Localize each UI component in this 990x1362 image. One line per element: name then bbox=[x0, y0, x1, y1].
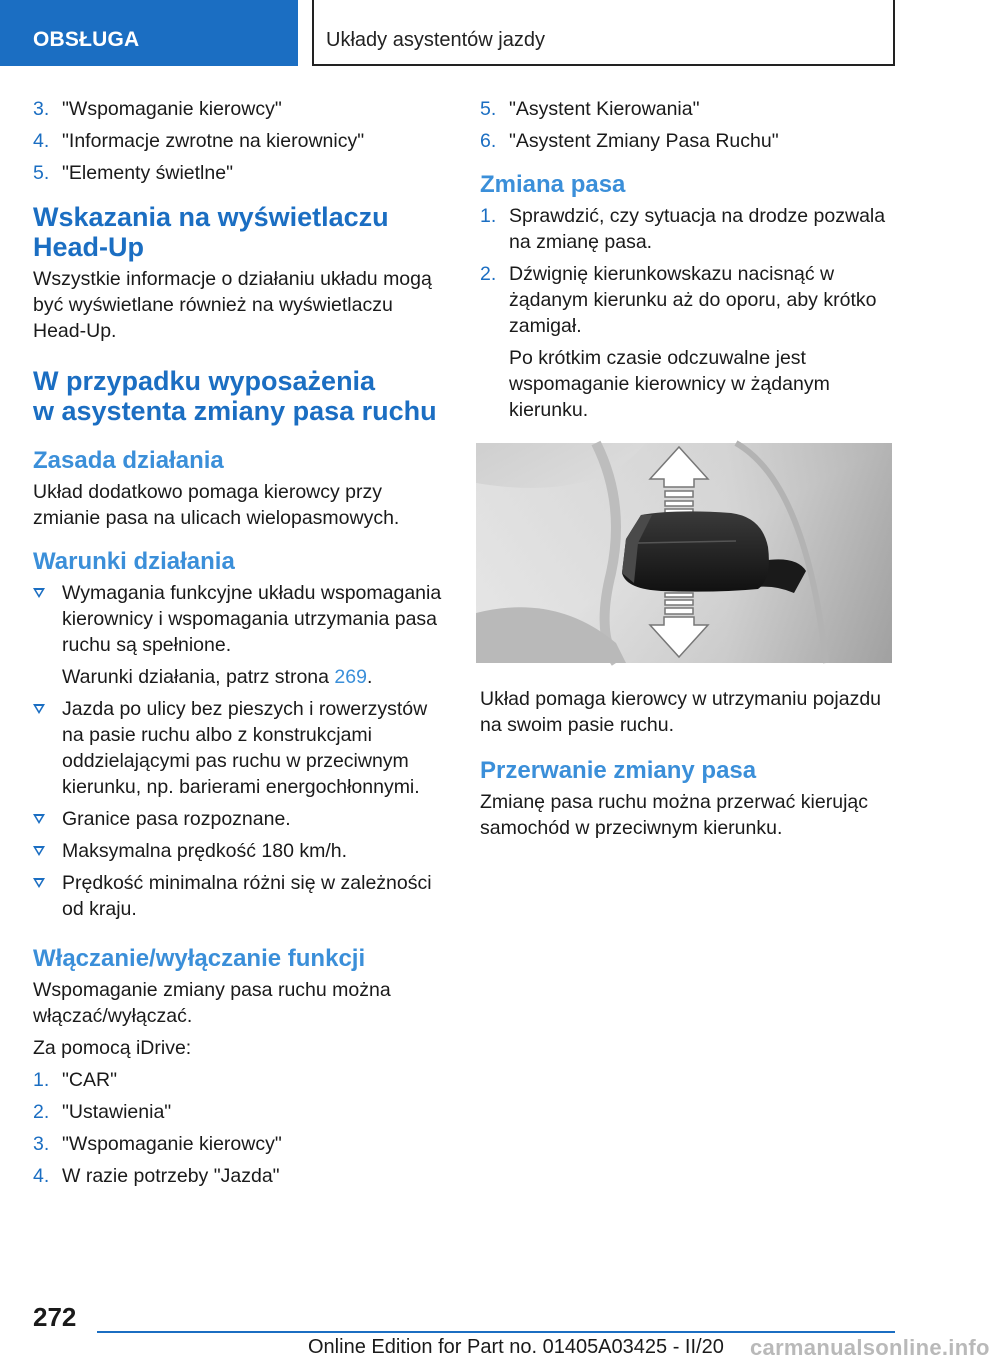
list-item: 6. "Asystent Zmiany Pasa Ruchu" bbox=[480, 130, 779, 152]
list-item: Wymagania funkcyjne układu wspomagania kierownicy i wspomagania utrzymania pasa ruchu są spełnione. bbox=[33, 580, 445, 658]
list-item: 3. "Wspomaganie kierowcy" bbox=[33, 98, 282, 120]
triangle-bullet-icon bbox=[33, 878, 45, 888]
list-item: 1. Sprawdzić, czy sytuacja na drodze pozwala na zmianę pasa. bbox=[480, 205, 886, 253]
heading-toggle: Włączanie/wyłączanie funkcji bbox=[33, 945, 366, 972]
page-number: 272 bbox=[33, 1302, 77, 1332]
paragraph-abort: Zmianę pasa ruchu można przerwać kierując samochód w przeciwnym kierunku. bbox=[480, 791, 869, 839]
list-item: Jazda po ulicy bez pieszych i rowerzystów na pasie ruchu albo z konstrukcjami oddzielającymi pas ruchu w przeciwnym kierunku, np. barierami energochłonnymi. bbox=[33, 696, 445, 800]
heading-conditions: Warunki działania bbox=[33, 548, 235, 575]
left-column bbox=[33, 96, 445, 1195]
heading-headup: Wskazania na wyświetlaczu Head-Up bbox=[33, 202, 389, 262]
edition-text: Online Edition for Part no. 01405A03425 - II/20 bbox=[308, 1336, 724, 1358]
list-item: 2. "Ustawienia" bbox=[33, 1101, 172, 1123]
paragraph-principle: Układ dodatkowo pomaga kierowcy przy zmianie pasa na ulicach wielopasmowych. bbox=[33, 481, 400, 529]
list-item: 5. "Asystent Kierowania" bbox=[480, 98, 700, 120]
list-item: 1. "CAR" bbox=[33, 1069, 118, 1091]
list-item: 3. "Wspomaganie kierowcy" bbox=[33, 1133, 282, 1155]
heading-lane-change: Zmiana pasa bbox=[480, 171, 626, 198]
chapter-title: Układy asystentów jazdy bbox=[326, 29, 545, 51]
triangle-bullet-icon bbox=[33, 588, 45, 598]
watermark: carmanualsonline.info bbox=[750, 1335, 990, 1360]
section-label: OBSŁUGA bbox=[33, 28, 140, 51]
triangle-bullet-icon bbox=[33, 704, 45, 714]
list-item: Maksymalna prędkość 180 km/h. bbox=[33, 838, 445, 864]
list-item: Granice pasa rozpoznane. bbox=[33, 806, 445, 832]
list-item: 5. "Elementy świetlne" bbox=[33, 162, 233, 184]
chapter-title-box bbox=[312, 0, 895, 66]
triangle-bullet-icon bbox=[33, 814, 45, 824]
triangle-bullet-icon bbox=[33, 846, 45, 856]
footer-divider bbox=[97, 1331, 895, 1333]
turn-signal-lever-image bbox=[476, 443, 892, 663]
list-item: 2. Dźwignię kierunkowskazu nacisnąć w żądanym kierunku aż do oporu, aby krótko zamigał. bbox=[480, 263, 877, 337]
page-link[interactable]: 269 bbox=[334, 666, 367, 688]
paragraph-toggle: Wspomaganie zmiany pasa ruchu można włączać/wyłączać. bbox=[33, 979, 391, 1027]
conditions-reference: Warunki działania, patrz strona 269. bbox=[62, 666, 373, 688]
heading-equipment-line2: w asystenta zmiany pasa ruchu bbox=[33, 396, 437, 426]
section-tab bbox=[0, 0, 298, 66]
paragraph-headup: Wszystkie informacje o działaniu układu mogą być wyświetlane również na wyświetlaczu Head-Up. bbox=[33, 268, 432, 342]
list-item: Prędkość minimalna różni się w zależności od kraju. bbox=[33, 870, 445, 922]
paragraph-idrive: Za pomocą iDrive: bbox=[33, 1037, 192, 1059]
page-header bbox=[0, 0, 960, 66]
paragraph-after-image: Układ pomaga kierowcy w utrzymaniu pojazdu na swoim pasie ruchu. bbox=[480, 688, 882, 736]
heading-abort: Przerwanie zmiany pasa bbox=[480, 757, 757, 784]
list-item: 4. W razie potrzeby "Jazda" bbox=[33, 1165, 280, 1187]
step-note: Po krótkim czasie odczuwalne jest wspomaganie kierownicy w żądanym kierunku. bbox=[509, 347, 830, 421]
right-column bbox=[480, 96, 896, 847]
heading-principle: Zasada działania bbox=[33, 447, 224, 474]
heading-equipment-line1: W przypadku wyposażenia bbox=[33, 366, 376, 396]
list-item: 4. "Informacje zwrotne na kierownicy" bbox=[33, 130, 365, 152]
